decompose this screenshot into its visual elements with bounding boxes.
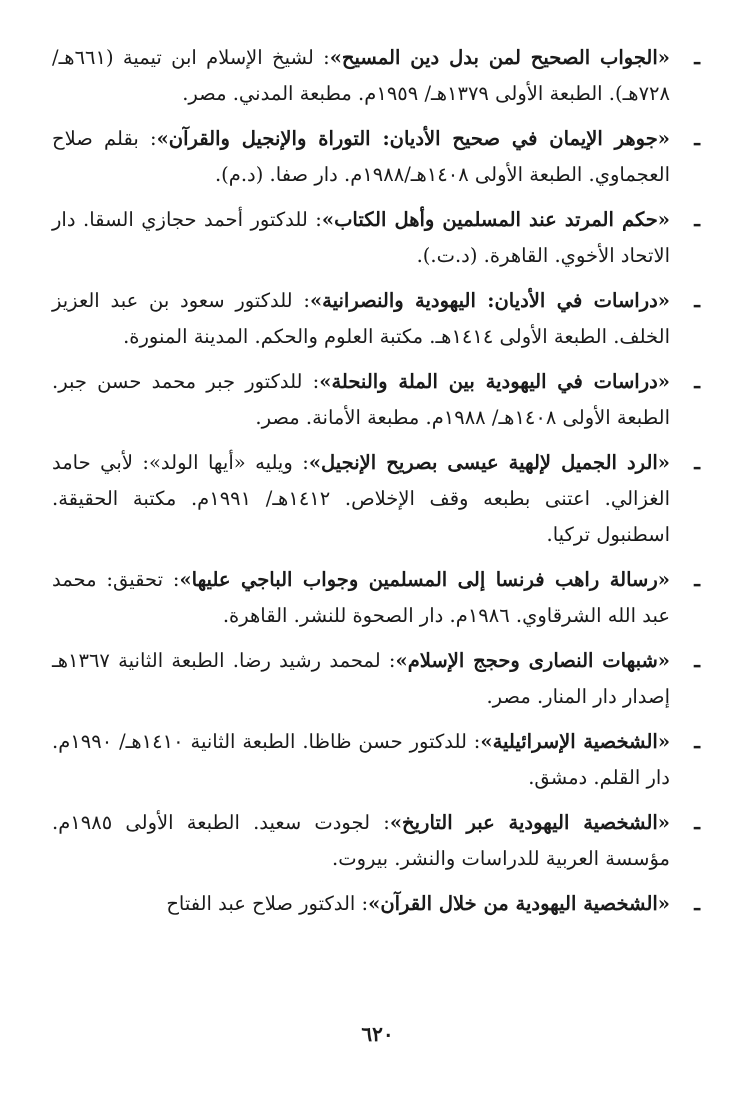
page-number: ٦٢٠ <box>361 1022 394 1046</box>
entry-dash: ـ <box>694 730 700 753</box>
entry-details: : للدكتور أحمد حجازي السقا. دار الاتحاد الأخوي. القاهرة. (د.ت.). <box>52 208 670 267</box>
entry-dash: ـ <box>694 208 700 231</box>
entry-details: : لجودت سعيد. الطبعة الأولى ١٩٨٥م. مؤسسة العربية للدراسات والنشر. بيروت. <box>52 811 670 870</box>
entry-details: : الدكتور صلاح عبد الفتاح <box>166 892 369 915</box>
bibliography-entry <box>52 724 700 796</box>
entry-details: : ويليه «أيها الولد»: لأبي حامد الغزالي. اعتنى بطبعه وقف الإخلاص. ١٤١٢هـ/ ١٩٩١م. مكتبة الحقيقة. اسطنبول تركيا. <box>52 451 670 546</box>
entry-dash: ـ <box>694 370 700 393</box>
entry-dash: ـ <box>694 649 700 672</box>
bibliography-entry <box>52 445 700 553</box>
bibliography-entry <box>52 805 700 877</box>
bibliography-entry <box>52 121 700 193</box>
entry-title: «الجواب الصحيح لمن بدل دين المسيح» <box>329 46 670 69</box>
bibliography-entry <box>52 202 700 274</box>
entry-details: : لمحمد رشيد رضا. الطبعة الثانية ١٣٦٧هـ إصدار دار المنار. مصر. <box>52 649 670 708</box>
entry-title: «شبهات النصارى وحجج الإسلام» <box>395 649 670 672</box>
entry-title: «الرد الجميل لإلهية عيسى بصريح الإنجيل» <box>308 451 670 474</box>
entry-title: «جوهر الإيمان في صحيح الأديان: التوراة والإنجيل والقرآن» <box>156 127 670 150</box>
entry-title: «الشخصية الإسرائيلية» <box>480 730 671 753</box>
entry-title: «دراسات في الأديان: اليهودية والنصرانية» <box>309 289 670 312</box>
entry-details: : للدكتور سعود بن عبد العزيز الخلف. الطبعة الأولى ١٤١٤هـ. مكتبة العلوم والحكم. المدينة المنورة. <box>52 289 670 348</box>
bibliography-list <box>52 40 700 931</box>
entry-dash: ـ <box>694 127 700 150</box>
entry-dash: ـ <box>694 289 700 312</box>
bibliography-entry <box>52 364 700 436</box>
bibliography-entry <box>52 643 700 715</box>
bibliography-entry <box>52 562 700 634</box>
bibliography-entry <box>52 40 700 112</box>
entry-details: : للدكتور جبر محمد حسن جبر. الطبعة الأولى ١٤٠٨هـ/ ١٩٨٨م. مطبعة الأمانة. مصر. <box>52 370 670 429</box>
entry-title: «حكم المرتد عند المسلمين وأهل الكتاب» <box>321 208 670 231</box>
entry-dash: ـ <box>694 451 700 474</box>
entry-title: «دراسات في اليهودية بين الملة والنحلة» <box>319 370 670 393</box>
bibliography-entry <box>52 886 700 922</box>
entry-details: : بقلم صلاح العجماوي. الطبعة الأولى ١٤٠٨هـ/١٩٨٨م. دار صفا. (د.م). <box>52 127 670 186</box>
entry-details: : للدكتور حسن ظاظا. الطبعة الثانية ١٤١٠هـ/ ١٩٩٠م. دار القلم. دمشق. <box>52 730 670 789</box>
entry-details: : لشيخ الإسلام ابن تيمية (٦٦١هـ/ ٧٢٨هـ). الطبعة الأولى ١٣٧٩هـ/ ١٩٥٩م. مطبعة المدني. مصر. <box>52 46 670 105</box>
entry-title: «رسالة راهب فرنسا إلى المسلمين وجواب الباجي عليها» <box>179 568 670 591</box>
entry-title: «الشخصية اليهودية من خلال القرآن» <box>368 892 670 915</box>
entry-dash: ـ <box>694 811 700 834</box>
entry-details: : تحقيق: محمد عبد الله الشرقاوي. ١٩٨٦م. دار الصحوة للنشر. القاهرة. <box>52 568 670 627</box>
bibliography-entry <box>52 283 700 355</box>
entry-dash: ـ <box>694 892 700 915</box>
entry-dash: ـ <box>694 568 700 591</box>
entry-dash: ـ <box>694 46 700 69</box>
entry-title: «الشخصية اليهودية عبر التاريخ» <box>389 811 670 834</box>
